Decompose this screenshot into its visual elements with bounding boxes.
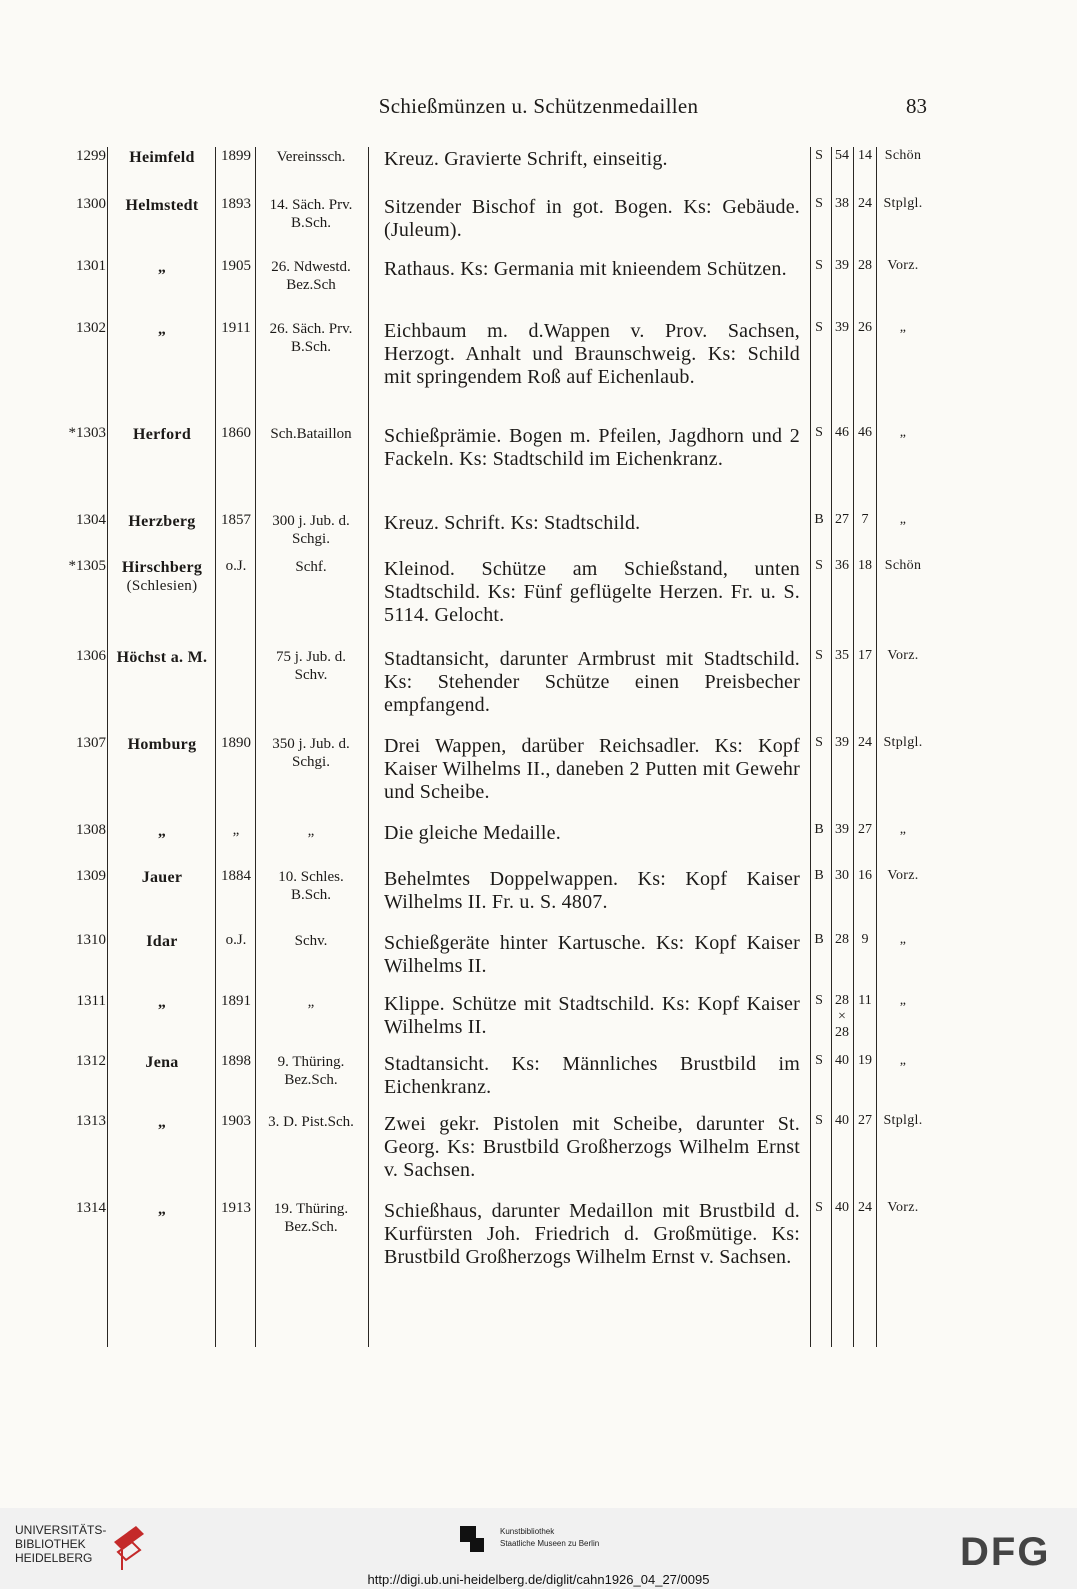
weight: 27: [858, 822, 872, 837]
occasion: Vereinssch.: [276, 149, 346, 165]
place-name: „: [157, 1114, 167, 1131]
diameter: 30: [835, 868, 849, 883]
material: S: [815, 1113, 823, 1128]
year: 1899: [221, 148, 251, 164]
place-name: Jena: [145, 1054, 179, 1071]
year: 1860: [221, 425, 251, 441]
description: Behelmtes Doppelwappen. Ks: Kopf Kaiser Wilhelms II. Fr. u. S. 4807.: [384, 868, 800, 913]
material: S: [815, 993, 823, 1008]
material: S: [815, 558, 823, 573]
entry-number: 1309: [76, 868, 106, 884]
occasion: 300 j. Jub. d. Schgi.: [272, 513, 350, 547]
diameter: 38: [835, 196, 849, 211]
description: Schießhaus, darunter Medaillon mit Brustbild d. Kurfürsten Joh. Friedrich d. Großmütige. Ks: Brustbild Großherzogs Wilhelm Ernst v. Sachsen.: [384, 1200, 800, 1268]
place-name: Jauer: [141, 869, 183, 886]
condition: Vorz.: [887, 868, 919, 883]
kunstbibliothek-label: Kunstbibliothek Staatliche Museen zu Berlin: [500, 1527, 600, 1548]
year: o.J.: [225, 932, 247, 948]
description: Schießprämie. Bogen m. Pfeilen, Jagdhorn und 2 Fackeln. Ks: Stadtschild im Eichenkranz.: [384, 425, 800, 470]
condition: Stplgl.: [883, 1113, 923, 1128]
description: Die gleiche Medaille.: [384, 822, 561, 844]
source-url[interactable]: http://digi.ub.uni-heidelberg.de/diglit/cahn1926_04_27/0095: [367, 1572, 710, 1587]
condition: Vorz.: [887, 258, 919, 273]
diameter: 27: [835, 512, 849, 527]
entry-number: 1311: [76, 993, 106, 1009]
dfg-logo[interactable]: DFG: [960, 1530, 1051, 1574]
entry-number: 1300: [76, 196, 106, 212]
weight: 18: [858, 558, 872, 573]
place-name: Helmstedt: [125, 197, 199, 214]
place-name: Heimfeld: [129, 149, 195, 166]
year: 1893: [221, 196, 251, 212]
year: „: [232, 822, 240, 838]
diameter: 40: [835, 1113, 849, 1128]
weight: 17: [858, 648, 872, 663]
year: 1890: [221, 735, 251, 751]
place-name: Idar: [146, 933, 178, 950]
weight: 19: [858, 1053, 872, 1068]
weight: 16: [858, 868, 872, 883]
occasion: 26. Ndwestd. Bez.Sch: [271, 259, 351, 293]
material: S: [815, 735, 823, 750]
entry-number: 1310: [76, 932, 106, 948]
entry-number: 1306: [76, 648, 106, 664]
occasion: 350 j. Jub. d. Schgi.: [272, 736, 350, 770]
diameter: 28 × 28: [835, 993, 849, 1040]
occasion: 9. Thüring. Bez.Sch.: [277, 1054, 345, 1088]
occasion: „: [307, 994, 315, 1010]
place-name: „: [157, 994, 167, 1011]
material: S: [815, 258, 823, 273]
kunstbibliothek-logo-icon: [460, 1526, 484, 1554]
year: 1884: [221, 868, 251, 884]
condition: „: [899, 512, 907, 527]
diameter: 28: [835, 932, 849, 947]
column-rule: [107, 147, 108, 1347]
page-number: 83: [906, 94, 927, 118]
description: Drei Wappen, darüber Reichsadler. Ks: Kopf Kaiser Wilhelms II., daneben 2 Putten mit Gewehr und Scheibe.: [384, 735, 800, 803]
occasion: 75 j. Jub. d. Schv.: [275, 649, 346, 683]
occasion: Schv.: [294, 933, 328, 949]
weight: 28: [858, 258, 872, 273]
material: S: [815, 648, 823, 663]
diameter: 40: [835, 1200, 849, 1215]
diameter: 39: [835, 735, 849, 750]
place-name: „: [157, 823, 167, 840]
entry-number: 1312: [76, 1053, 106, 1069]
weight: 9: [861, 932, 869, 947]
condition: „: [899, 822, 907, 837]
entry-number: 1313: [76, 1113, 106, 1129]
footer-bar: [0, 1508, 1077, 1589]
occasion: 19. Thüring. Bez.Sch.: [273, 1201, 349, 1235]
year: o.J.: [225, 558, 247, 574]
diameter: 39: [835, 822, 849, 837]
column-rule: [215, 147, 216, 1347]
occasion: 10. Schles. B.Sch.: [278, 869, 344, 903]
description: Kreuz. Schrift. Ks: Stadtschild.: [384, 512, 641, 534]
weight: 46: [858, 425, 872, 440]
condition: „: [899, 1053, 907, 1068]
condition: Vorz.: [887, 648, 919, 663]
weight: 11: [858, 993, 872, 1008]
place-name: Herford: [132, 426, 192, 443]
year: 1857: [221, 512, 251, 528]
occasion: 26. Säch. Prv. B.Sch.: [269, 321, 353, 355]
place-name: Höchst a. M.: [116, 649, 208, 666]
place-subtitle: (Schlesien): [126, 578, 198, 594]
material: S: [815, 425, 823, 440]
diameter: 39: [835, 258, 849, 273]
occasion: 3. D. Pist.Sch.: [268, 1114, 354, 1130]
entry-number: 1308: [76, 822, 106, 838]
condition: „: [899, 320, 907, 335]
entry-number: *1303: [68, 425, 106, 441]
occasion: 14. Säch. Prv. B.Sch.: [269, 197, 353, 231]
description: Zwei gekr. Pistolen mit Scheibe, darunter St. Georg. Ks: Brustbild Großherzogs Wilhelm Ernst v. Sachsen.: [384, 1113, 800, 1181]
description: Eichbaum m. d.Wappen v. Prov. Sachsen, Herzogt. Anhalt und Braunschweig. Ks: Schild mit springendem Roß auf Eichenlaub.: [384, 320, 800, 388]
description: Rathaus. Ks: Germania mit knieendem Schützen.: [384, 258, 787, 280]
occasion: Schf.: [295, 559, 327, 575]
condition: „: [899, 993, 907, 1008]
place-name: Homburg: [127, 736, 197, 753]
entry-number: 1304: [76, 512, 106, 528]
place-name: „: [157, 321, 167, 338]
material: B: [814, 512, 824, 527]
material: S: [815, 148, 823, 163]
year: 1898: [221, 1053, 251, 1069]
condition: „: [899, 425, 907, 440]
weight: 27: [858, 1113, 872, 1128]
year: 1903: [221, 1113, 251, 1129]
occasion: Sch.Bataillon: [270, 426, 352, 442]
material: S: [815, 320, 823, 335]
description: Klippe. Schütze mit Stadtschild. Ks: Kopf Kaiser Wilhelms II.: [384, 993, 800, 1038]
place-name: „: [157, 1201, 167, 1218]
material: S: [815, 196, 823, 211]
condition: Schön: [884, 148, 922, 163]
weight: 24: [858, 735, 872, 750]
place-name: „: [157, 259, 167, 276]
material: B: [814, 822, 824, 837]
material: S: [815, 1053, 823, 1068]
condition: Stplgl.: [883, 735, 923, 750]
weight: 24: [858, 196, 872, 211]
diameter: 36: [835, 558, 849, 573]
description: Schießgeräte hinter Kartusche. Ks: Kopf Kaiser Wilhelms II.: [384, 932, 800, 977]
diameter: 35: [835, 648, 849, 663]
description: Stadtansicht. Ks: Männliches Brustbild im Eichenkranz.: [384, 1053, 800, 1098]
description: Sitzender Bischof in got. Bogen. Ks: Gebäude. (Juleum).: [384, 196, 800, 241]
year: 1911: [221, 320, 251, 336]
year: 1891: [221, 993, 251, 1009]
condition: Schön: [884, 558, 922, 573]
material: B: [814, 868, 824, 883]
running-title: Schießmünzen u. Schützenmedaillen: [378, 94, 699, 118]
material: B: [814, 932, 824, 947]
description: Stadtansicht, darunter Armbrust mit Stadtschild. Ks: Stehender Schütze einen Preisbecher empfangend.: [384, 648, 800, 716]
entry-number: 1302: [76, 320, 106, 336]
place-name: Hirschberg (Schlesien): [110, 558, 214, 596]
ub-heidelberg-mark-icon: [110, 1522, 148, 1572]
column-rule: [853, 147, 854, 1347]
condition: Vorz.: [887, 1200, 919, 1215]
weight: 24: [858, 1200, 872, 1215]
description: Kreuz. Gravierte Schrift, einseitig.: [384, 148, 668, 170]
weight: 7: [861, 512, 869, 527]
occasion: „: [307, 823, 315, 839]
diameter: 54: [835, 148, 849, 163]
column-rule: [368, 147, 369, 1347]
entry-number: 1301: [76, 258, 106, 274]
description: Kleinod. Schütze am Schießstand, unten Stadtschild. Ks: Fünf geflügelte Herzen. Fr. u. S. 5114. Gelocht.: [384, 558, 800, 626]
condition: Stplgl.: [883, 196, 923, 211]
diameter: 46: [835, 425, 849, 440]
entry-number: 1314: [76, 1200, 106, 1216]
entry-number: 1307: [76, 735, 106, 751]
place-name: Herzberg: [128, 513, 196, 530]
entry-number: *1305: [68, 558, 106, 574]
condition: „: [899, 932, 907, 947]
year: 1905: [221, 258, 251, 274]
entry-number: 1299: [76, 148, 106, 164]
diameter: 39: [835, 320, 849, 335]
weight: 26: [858, 320, 872, 335]
year: 1913: [221, 1200, 251, 1216]
ub-heidelberg-logo[interactable]: UNIVERSITÄTS- BIBLIOTHEK HEIDELBERG: [15, 1523, 107, 1565]
weight: 14: [858, 148, 872, 163]
material: S: [815, 1200, 823, 1215]
diameter: 40: [835, 1053, 849, 1068]
